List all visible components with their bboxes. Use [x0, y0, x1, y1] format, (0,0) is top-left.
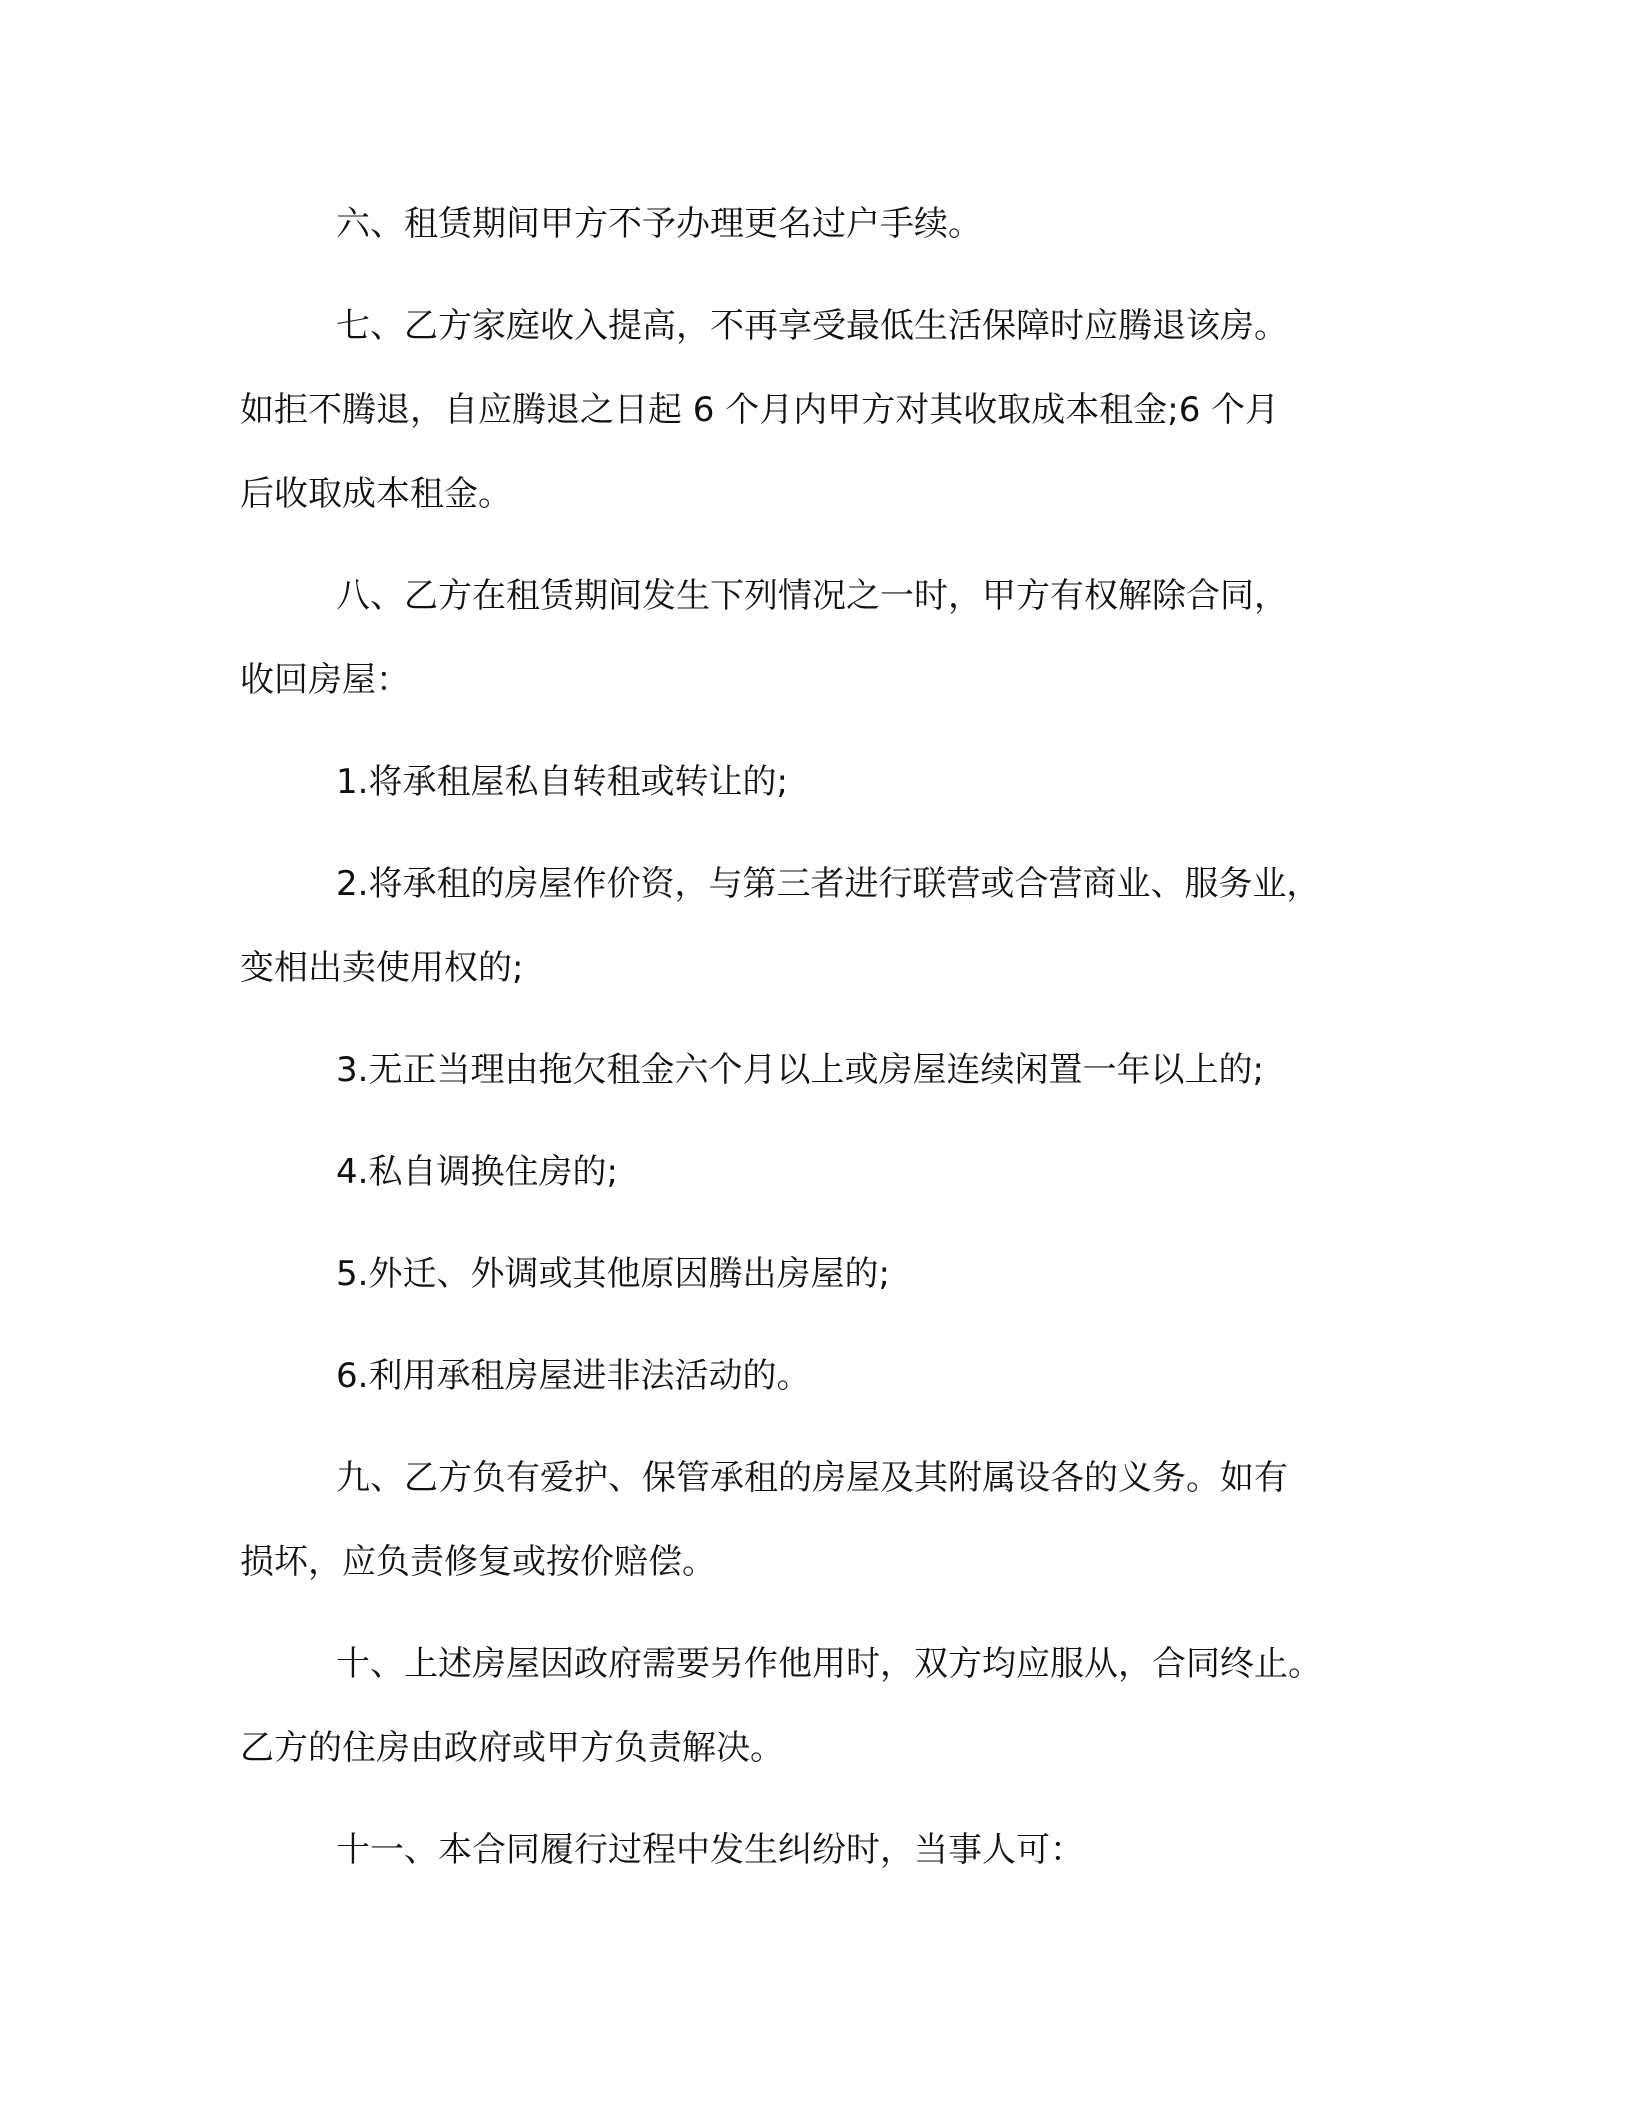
- paragraph-line: 损坏，应负责修复或按价赔偿。: [240, 1542, 716, 1582]
- list-item-2: [240, 842, 1380, 1010]
- paragraph-line: 5.外迁、外调或其他原因腾出房屋的;: [336, 1254, 890, 1294]
- list-item-6: [240, 1334, 1380, 1418]
- paragraph-line: 乙方的住房由政府或甲方负责解决。: [240, 1728, 784, 1768]
- paragraph-10: [240, 1622, 1380, 1790]
- paragraph-line: 收回房屋：: [240, 660, 410, 700]
- list-item-3: [240, 1028, 1380, 1112]
- paragraph-line: 六、租赁期间甲方不予办理更名过户手续。: [336, 204, 982, 244]
- paragraph-line: 4.私自调换住房的;: [336, 1152, 618, 1192]
- paragraph-line: 十、上述房屋因政府需要另作他用时，双方均应服从，合同终止。: [336, 1644, 1322, 1684]
- paragraph-11: [240, 1808, 1380, 1892]
- paragraph-line: 2.将承租的房屋作价资，与第三者进行联营或合营商业、服务业，: [336, 864, 1321, 904]
- paragraph-line: 如拒不腾退，自应腾退之日起 6 个月内甲方对其收取成本租金;6 个月: [240, 390, 1280, 430]
- paragraph-line: 七、乙方家庭收入提高，不再享受最低生活保障时应腾退该房。: [336, 306, 1288, 346]
- document-body: [240, 182, 1380, 1910]
- paragraph-9: [240, 1436, 1380, 1604]
- paragraph-line: 九、乙方负有爱护、保管承租的房屋及其附属设各的义务。如有: [336, 1458, 1288, 1498]
- paragraph-line: 变相出卖使用权的;: [240, 948, 524, 988]
- list-item-5: [240, 1232, 1380, 1316]
- paragraph-line: 八、乙方在租赁期间发生下列情况之一时，甲方有权解除合同，: [336, 576, 1288, 616]
- paragraph-line: 1.将承租屋私自转租或转让的;: [336, 762, 788, 802]
- list-item-4: [240, 1130, 1380, 1214]
- paragraph-7: [240, 284, 1380, 536]
- paragraph-line: 6.利用承租房屋进非法活动的。: [336, 1356, 811, 1396]
- paragraph-6: [240, 182, 1380, 266]
- paragraph-line: 3.无正当理由拖欠租金六个月以上或房屋连续闲置一年以上的;: [336, 1050, 1264, 1090]
- paragraph-line: 十一、本合同履行过程中发生纠纷时，当事人可：: [336, 1830, 1084, 1870]
- list-item-1: [240, 740, 1380, 824]
- paragraph-line: 后收取成本租金。: [240, 474, 512, 514]
- paragraph-8: [240, 554, 1380, 722]
